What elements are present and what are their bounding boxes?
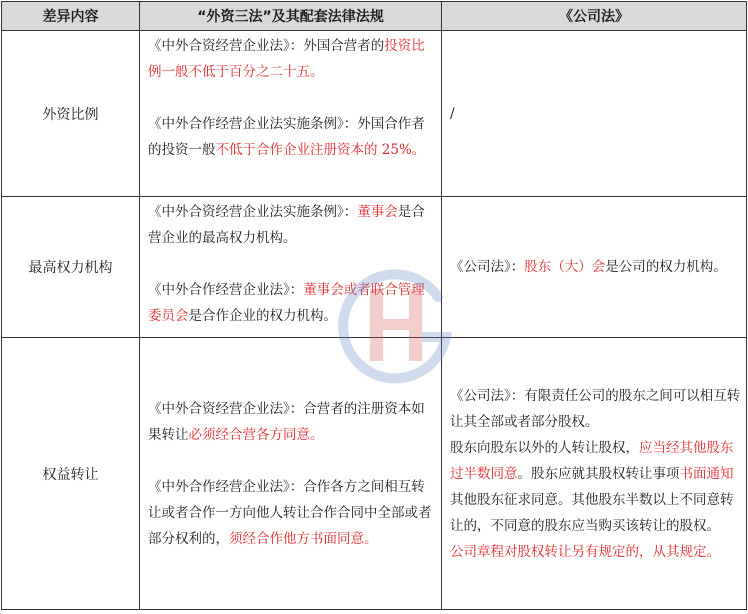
table-row-equity-transfer [2,338,747,610]
row-label: 外资比例 [2,31,140,197]
header-row [2,2,747,31]
clause: 《中外合作经营企业法》：合作各方之间相互转让或者合作一方向他人转让合作合同中全部或者部分权利的，须经合作他方书面同意。 [148,478,432,547]
clause: 《公司法》：有限责任公司的股东之间可以相互转让其全部或者部分股权。 [450,387,741,430]
foreign-laws-cell [140,197,442,338]
foreign-laws-cell [140,338,442,610]
row-label: 最高权力机构 [2,197,140,338]
foreign-laws-cell [140,31,442,197]
clause: 《中外合资经营企业法》：合营者的注册资本如果转让必须经合营各方同意。 [148,400,425,443]
clause: 《中外合作经营企业法实施条例》：外国合作者的投资一般不低于合作企业注册资本的 25%。 [148,116,426,158]
company-law-cell [442,338,747,610]
table-row-highest-authority [2,197,747,338]
clause: 《中外合资经营企业法》：外国合营者的投资比例一般不低于百分之二十五。 [148,38,425,80]
clause: 股东向股东以外的人转让股权，应当经其他股东过半数同意。股东应就其股权转让事项书面通知其他股东征求同意。其他股东半数以上不同意转让的，不同意的股东应当购买该转让的股权。 [450,439,734,534]
comparison-table [1,1,747,610]
header-difference: 差异内容 [2,2,140,31]
clause: 《公司法》：股东（大）会是公司的权力机构。 [450,259,727,275]
header-company-law: 《公司法》 [442,2,747,31]
company-law-cell [442,197,747,338]
row-label: 权益转让 [2,338,140,610]
company-law-cell [442,31,747,197]
clause: 公司章程对股权转让另有规定的，从其规定。 [450,543,720,560]
clause: 《中外合资经营企业法实施条例》：董事会是合营企业的最高权力机构。 [148,204,425,246]
clause: 《中外合作经营企业法》：董事会或者联合管理委员会是合作企业的权力机构。 [148,282,425,324]
table-row-foreign-ratio [2,31,747,197]
not-applicable-mark: / [450,105,455,122]
header-foreign-investment-laws: “外资三法”及其配套法律法规 [140,2,442,31]
